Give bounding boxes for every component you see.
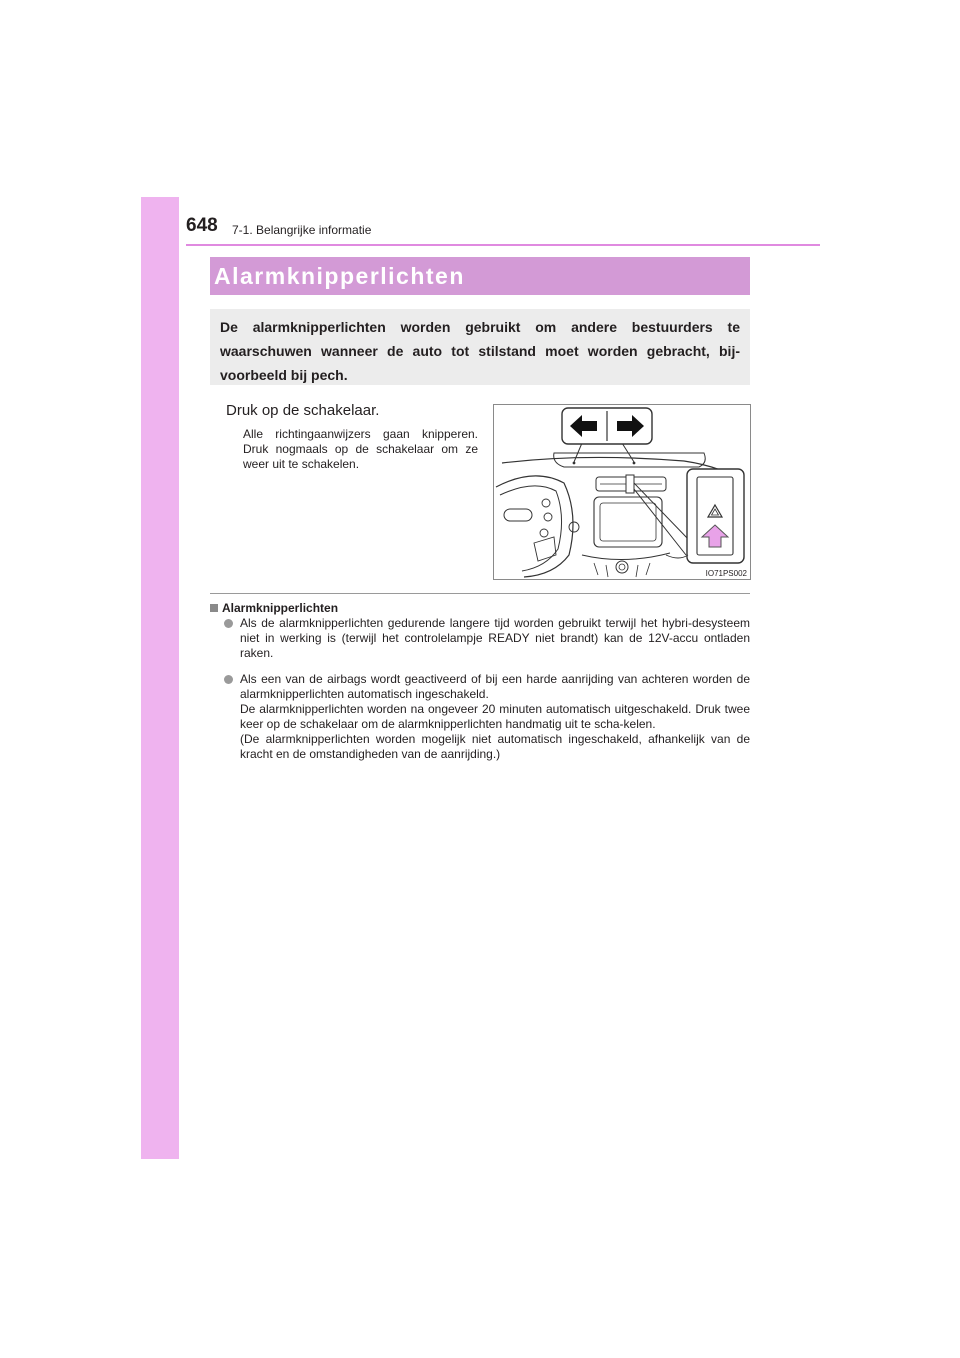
note-paragraph: Als een van de airbags wordt geactiveerd of bij een harde aanrijding van achteren worden de alarmknipperlichten automatisch ingeschakeld. — [240, 672, 750, 701]
dashboard-illustration — [493, 404, 751, 580]
page-number: 648 — [186, 215, 218, 236]
header-divider — [186, 244, 820, 246]
section-heading: 7-1. Belangrijke informatie — [232, 223, 372, 237]
figure-code: IO71PS002 — [705, 569, 747, 578]
notes-divider — [210, 593, 750, 594]
notes-title — [210, 601, 338, 615]
round-bullet-icon — [224, 619, 233, 628]
page-title: Alarmknipperlichten — [210, 257, 750, 295]
note-paragraph: De alarmknipperlichten worden na ongeveer 20 minuten automatisch uitgeschakeld. Druk twee keer op de schakelaar om de alarmknipperlichten handmatig uit te scha-kelen. — [240, 702, 750, 731]
notes-title-text: Alarmknipperlichten — [222, 601, 339, 615]
chapter-side-tab — [141, 197, 179, 1159]
list-item — [224, 672, 750, 762]
note-paragraph: (De alarmknipperlichten worden mogelijk niet automatisch ingeschakeld, afhankelijk van de kracht en de omstandigheden van de aanrijding.) — [240, 732, 750, 761]
square-bullet-icon — [210, 604, 218, 612]
intro-box: De alarmknipperlichten worden gebruikt om andere bestuurders te waarschuwen wanneer de auto tot stilstand moet worden gebracht, bij-voorbeeld bij pech. — [210, 309, 750, 385]
instruction-label: Druk op de schakelaar. — [226, 402, 380, 419]
list-item — [224, 616, 750, 661]
round-bullet-icon — [224, 675, 233, 684]
instruction-description: Alle richtingaanwijzers gaan knipperen. Druk nogmaals op de schakelaar om ze weer uit te schakelen. — [243, 427, 478, 471]
dashboard-drawing — [494, 405, 750, 579]
note-paragraph: Als de alarmknipperlichten gedurende langere tijd worden gebruikt terwijl het hybri-desysteem niet in werking is (terwijl het controlelampje READY niet brandt) kan de 12V-accu ontladen raken. — [240, 616, 750, 660]
